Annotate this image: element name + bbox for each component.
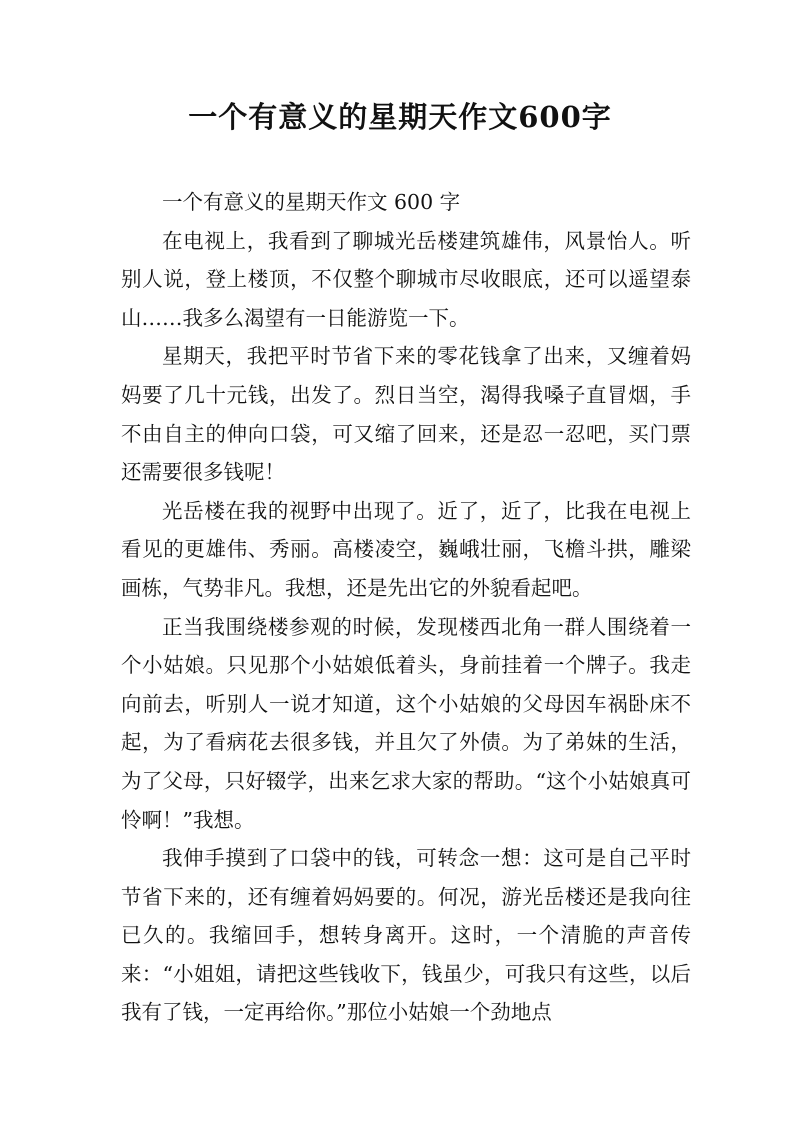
document-title: 一个有意义的星期天作文600字: [188, 100, 612, 134]
paragraph-subtitle: 一个有意义的星期天作文 600 字: [162, 190, 461, 214]
paragraph: 我伸手摸到了口袋中的钱，可转念一想：这可是自己平时节省下来的，还有缠着妈妈要的。何况，游光岳楼还是我向往已久的。我缩回手，想转身离开。这时，一个清脆的声音传来：“小姐姐，请把这些钱收下，钱虽少，可我只有这些，以后我有了钱，一定再给你。”那位小姑娘一个劲地点: [121, 846, 691, 1025]
document-body: [121, 183, 691, 1032]
paragraph: 星期天，我把平时节省下来的零花钱拿了出来，又缠着妈妈要了几十元钱，出发了。烈日当空，渴得我嗓子直冒烟，手不由自主的伸向口袋，可又缩了回来，还是忍一忍吧，买门票还需要很多钱呢！: [121, 344, 691, 485]
paragraph: 正当我围绕楼参观的时候，发现楼西北角一群人围绕着一个小姑娘。只见那个小姑娘低着头，身前挂着一个牌子。我走向前去，听别人一说才知道，这个小姑娘的父母因车祸卧床不起，为了看病花去很多钱，并且欠了外债。为了弟妹的生活，为了父母，只好辍学，出来乞求大家的帮助。“这个小姑娘真可怜啊！”我想。: [121, 614, 691, 832]
paragraph: 在电视上，我看到了聊城光岳楼建筑雄伟，风景怡人。听别人说，登上楼顶，不仅整个聊城市尽收眼底，还可以遥望泰山……我多么渴望有一日能游览一下。: [121, 228, 691, 330]
paragraph: 光岳楼在我的视野中出现了。近了，近了，比我在电视上看见的更雄伟、秀丽。高楼凌空，巍峨壮丽，飞檐斗拱，雕梁画栋，气势非凡。我想，还是先出它的外貌看起吧。: [121, 498, 691, 600]
